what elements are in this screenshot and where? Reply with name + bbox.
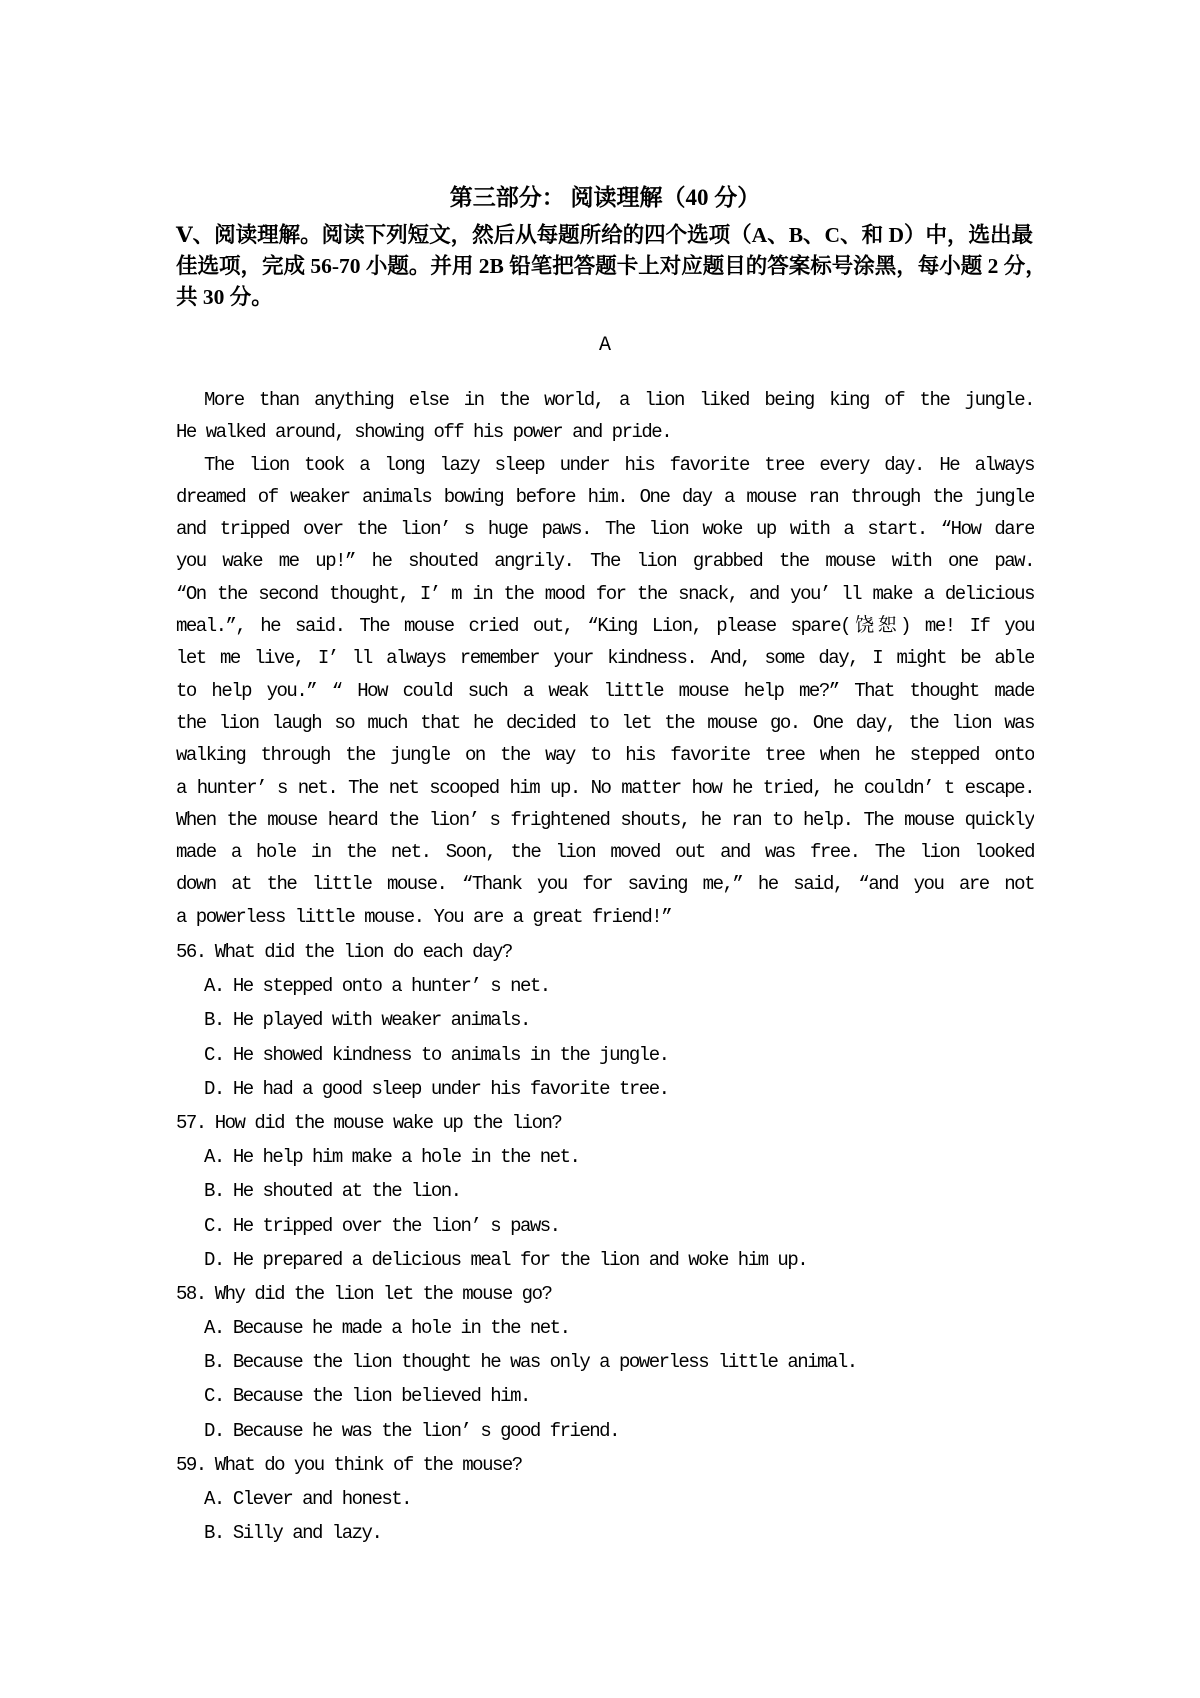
option-label: A. — [204, 1488, 224, 1511]
option-text: He shouted at the lion. — [232, 1180, 461, 1203]
part-title: 第三部分： 阅读理解（40 分） — [449, 185, 761, 210]
option-text: Because the lion believed him. — [232, 1385, 530, 1408]
question-stem — [176, 1106, 1034, 1140]
answer-option-C — [176, 1038, 1034, 1072]
passage-line: “On the second thought, I’ m in the mood for the snack, and you’ ll make a delicious — [176, 582, 1034, 605]
option-text: He showed kindness to animals in the jungle. — [232, 1043, 669, 1066]
answer-option-B — [176, 1003, 1034, 1037]
instruction-line: Ⅴ、阅读理解。阅读下列短文，然后从每题所给的四个选项（A、B、C、和 D）中，选出最 — [176, 223, 1033, 247]
answer-option-C — [176, 1209, 1034, 1243]
option-label: A. — [204, 1317, 224, 1340]
question-list — [176, 935, 1034, 1550]
option-text: Because he was the lion’ s good friend. — [232, 1419, 619, 1442]
option-text: Silly and lazy. — [232, 1522, 382, 1545]
answer-option-B — [176, 1174, 1034, 1208]
question-number: 58. — [176, 1282, 206, 1305]
option-label: B. — [204, 1180, 224, 1203]
answer-option-A — [176, 1482, 1034, 1516]
passage-line: When the mouse heard the lion’ s frightened shouts, he ran to help. The mouse quickly — [176, 808, 1034, 831]
option-label: A. — [204, 975, 224, 998]
option-text: Because the lion thought he was only a powerless little animal. — [232, 1351, 857, 1374]
question-text: What did the lion do each day? — [214, 941, 512, 964]
option-text: He help him make a hole in the net. — [232, 1146, 580, 1169]
option-text: He prepared a delicious meal for the lion and woke him up. — [232, 1248, 808, 1271]
question-text: How did the mouse wake up the lion? — [214, 1111, 562, 1134]
answer-option-D — [176, 1243, 1034, 1277]
passage-line: the lion laugh so much that he decided to let the mouse go. One day, the lion was — [176, 711, 1034, 734]
passage-line: a powerless little mouse. You are a great friend!” — [176, 905, 672, 928]
option-label: A. — [204, 1146, 224, 1169]
option-label: C. — [204, 1043, 224, 1066]
answer-option-A — [176, 1311, 1034, 1345]
passage-line: He walked around, showing off his power and pride. — [176, 421, 672, 444]
passage-line: to help you.” “ How could such a weak little mouse help me?” That thought made — [176, 679, 1034, 702]
option-text: He played with weaker animals. — [232, 1009, 530, 1032]
section-instructions — [176, 220, 1047, 313]
instruction-line: 佳选项，完成 56-70 小题。并用 2B 铅笔把答题卡上对应题目的答案标号涂黑，每小题 2 分， — [176, 254, 1047, 278]
answer-option-B — [176, 1516, 1034, 1550]
passage-line: let me live, I’ ll always remember your kindness. And, some day, I might be able — [176, 647, 1034, 670]
passage-section-label: A — [598, 334, 611, 357]
question-number: 59. — [176, 1453, 206, 1476]
option-label: C. — [204, 1214, 224, 1237]
option-label: D. — [204, 1077, 224, 1100]
option-text: He had a good sleep under his favorite tree. — [232, 1077, 669, 1100]
page-content — [176, 0, 1047, 1550]
passage-line: dreamed of weaker animals bowing before him. One day a mouse ran through the jungle — [176, 485, 1034, 508]
question-58 — [176, 1277, 1034, 1448]
answer-option-D — [176, 1072, 1034, 1106]
answer-option-D — [176, 1414, 1034, 1448]
answer-option-A — [176, 1140, 1034, 1174]
passage-line: you wake me up!” he shouted angrily. The lion grabbed the mouse with one paw. — [176, 550, 1034, 573]
passage-line: More than anything else in the world, a lion liked being king of the jungle. — [204, 389, 1034, 411]
question-stem — [176, 935, 1034, 969]
question-56 — [176, 935, 1034, 1106]
reading-passage — [176, 384, 1034, 933]
option-label: B. — [204, 1351, 224, 1374]
passage-line: made a hole in the net. Soon, the lion moved out and was free. The lion looked — [176, 841, 1034, 864]
passage-line: meal.”, he said. The mouse cried out, “King Lion, please spare(饶恕) me! If you — [176, 615, 1034, 638]
option-text: He tripped over the lion’ s paws. — [232, 1214, 560, 1237]
question-number: 57. — [176, 1111, 206, 1134]
question-57 — [176, 1106, 1034, 1277]
option-text: Clever and honest. — [232, 1488, 412, 1511]
question-stem — [176, 1277, 1034, 1311]
option-label: D. — [204, 1419, 224, 1442]
option-label: B. — [204, 1522, 224, 1545]
option-text: Because he made a hole in the net. — [232, 1317, 570, 1340]
answer-option-C — [176, 1379, 1034, 1413]
option-label: C. — [204, 1385, 224, 1408]
passage-line: The lion took a long lazy sleep under his favorite tree every day. He always — [204, 453, 1034, 476]
passage-line: down at the little mouse. “Thank you for saving me,” he said, “and you are not — [176, 873, 1034, 896]
option-label: B. — [204, 1009, 224, 1032]
option-label: D. — [204, 1248, 224, 1271]
option-text: He stepped onto a hunter’ s net. — [232, 975, 550, 998]
question-number: 56. — [176, 941, 206, 964]
answer-option-B — [176, 1345, 1034, 1379]
passage-line: and tripped over the lion’ s huge paws. The lion woke up with a start. “How dare — [176, 518, 1034, 541]
question-text: Why did the lion let the mouse go? — [214, 1282, 552, 1305]
passage-line: walking through the jungle on the way to his favorite tree when he stepped onto — [176, 744, 1034, 767]
question-59 — [176, 1448, 1034, 1551]
instruction-line: 共 30 分。 — [176, 285, 273, 309]
passage-line: a hunter’ s net. The net scooped him up. No matter how he tried, he couldn’ t escape. — [176, 776, 1034, 799]
answer-option-A — [176, 969, 1034, 1003]
question-stem — [176, 1448, 1034, 1482]
question-text: What do you think of the mouse? — [214, 1453, 522, 1476]
